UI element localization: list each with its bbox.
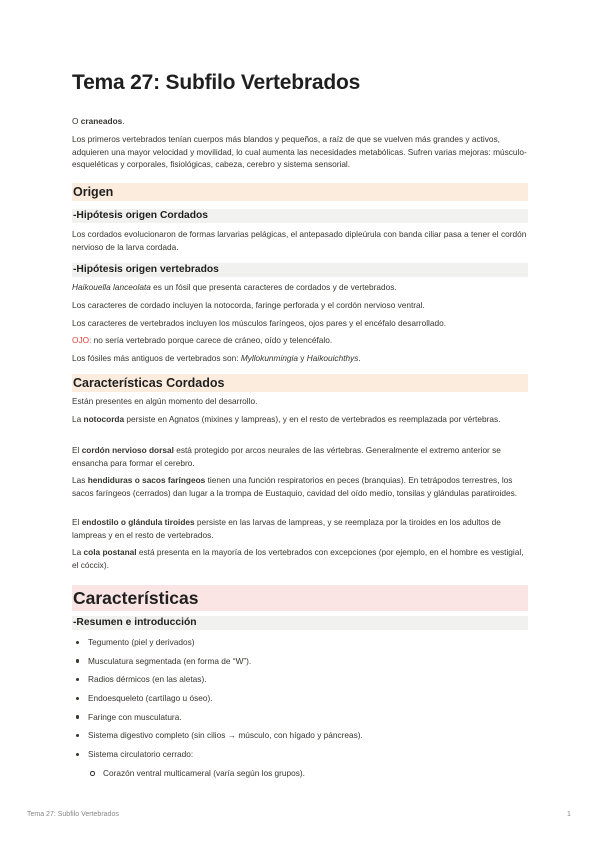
list-item: Endoesqueleto (cartílago u óseo). — [72, 692, 528, 711]
bold-term: notocorda — [83, 414, 125, 424]
list-subitem: Corazón ventral multicameral (varía según los grupos). — [72, 767, 528, 786]
bold-term: endostilo o glándula tiroides — [81, 517, 195, 527]
paragraph-cola-postanal — [72, 546, 528, 571]
paragraph-text: . — [358, 353, 361, 363]
paragraph-hendiduras — [72, 474, 528, 499]
paragraph-text: persiste en las larvas de lampreas, y se reemplaza por la tiroides en los adultos de lampreas y en el resto de vertebrados. — [72, 517, 501, 540]
paragraph-text: tienen una función respiratorios en peces (branquias). En tetrápodos terrestres, los sacos faríngeos (cerrados) dan lugar a la trompa de Eustaquio, cavidad del oído medio, tonsilas y glándulas paratiroides. — [72, 475, 518, 498]
heading-caracteristicas-cordados: Características Cordados — [72, 374, 528, 392]
subheading-resumen: -Resumen e introducción — [72, 616, 528, 630]
paragraph-text: no sería vertebrado porque carece de cráneo, oído y telencéfalo. — [91, 335, 333, 345]
heading-caracteristicas: Características — [72, 585, 528, 611]
subheading-origen-cordados: -Hipótesis origen Cordados — [72, 209, 528, 223]
intro-line — [72, 115, 528, 128]
paragraph-text: Las — [72, 475, 88, 485]
paragraph-caracteres-cordado: Los caracteres de cordado incluyen la notocorda, faringe perforada y el cordón nervioso ventral. — [72, 300, 425, 310]
paragraph-text: El — [72, 445, 82, 455]
paragraph-desarrollo: Están presentes en algún momento del desarrollo. — [72, 396, 258, 406]
paragraph-cordon-nervioso — [72, 444, 528, 469]
list-item: Tegumento (piel y derivados) — [72, 636, 528, 655]
paragraph-text: Los fósiles más antiguos de vertebrados son: — [72, 353, 241, 363]
bold-term: cola postanal — [83, 547, 137, 557]
paragraph-ojo — [72, 334, 528, 347]
bold-term: cordón nervioso dorsal — [81, 445, 174, 455]
paragraph-caracteres-vertebrado: Los caracteres de vertebrados incluyen los músculos faríngeos, ojos pares y el encéfalo desarrollado. — [72, 318, 447, 328]
paragraph-endostilo — [72, 516, 528, 541]
heading-origen: Origen — [72, 183, 528, 201]
bold-term: hendiduras o sacos faríngeos — [87, 475, 206, 485]
paragraph-text: persiste en Agnatos (mixines y lampreas), y en el resto de vertebrados es reemplazada por vértebras. — [124, 414, 501, 424]
list-item: Sistema circulatorio cerrado: — [72, 748, 528, 767]
list-item: Musculatura segmentada (en forma de “W”). — [72, 655, 528, 674]
intro-bold: craneados — [80, 116, 123, 126]
intro-text: . — [122, 116, 125, 126]
paragraph-text: La — [72, 414, 84, 424]
intro-paragraph: Los primeros vertebrados tenían cuerpos más blandos y pequeños, a raíz de que se vuelven más grandes y activos, adquieren una mayor velocidad y movilidad, lo cual aumenta las necesidades metabólicas. Sufren varias mejoras: músculo-esqueléticas y corporales, fisiológicas, cabeza, cerebro y sistema sensorial. — [72, 134, 527, 170]
list-item: Radios dérmicos (en las aletas). — [72, 673, 528, 692]
subheading-origen-vertebrados: -Hipótesis origen vertebrados — [72, 263, 528, 277]
paragraph-haikouella — [72, 281, 528, 294]
paragraph-text: y — [298, 353, 307, 363]
italic-species: Haikouichthys — [306, 353, 359, 363]
paragraph-text: está presenta en la mayoría de los vertebrados con excepciones (por ejemplo, en el hombre es vestigial, el cóccix). — [72, 547, 524, 570]
list-item: Faringe con musculatura. — [72, 711, 528, 730]
paragraph-fosiles — [72, 352, 528, 365]
footer-title: Tema 27: Subfilo Vertebrados — [27, 811, 119, 818]
paragraph-text: está protegido por arcos neurales de las vértebras. Generalmente el extremo anterior se ensancha para formar el cerebro. — [72, 445, 501, 468]
list-item: Sistema digestivo completo (sin cilios → músculo, con hígado y páncreas). — [72, 729, 528, 748]
characteristics-list — [72, 636, 528, 786]
italic-species: Haikouella lanceolata — [72, 282, 151, 292]
paragraph-origen-cordados: Los cordados evolucionaron de formas larvarias pelágicas, el antepasado dipleúrula con banda ciliar pasa a tener el cordón nervioso de la larva cordada. — [72, 229, 527, 252]
paragraph-text: La — [72, 547, 84, 557]
footer-page-number: 1 — [567, 811, 571, 818]
paragraph-text: es un fósil que presenta caracteres de cordados y de vertebrados. — [150, 282, 397, 292]
paragraph-text: El — [72, 517, 82, 527]
paragraph-notocorda — [72, 413, 528, 426]
page-title: Tema 27: Subfilo Vertebrados — [72, 71, 361, 94]
intro-text: O — [72, 116, 81, 126]
italic-species: Myllokunmingia — [240, 353, 298, 363]
ojo-label: OJO: — [72, 335, 92, 345]
